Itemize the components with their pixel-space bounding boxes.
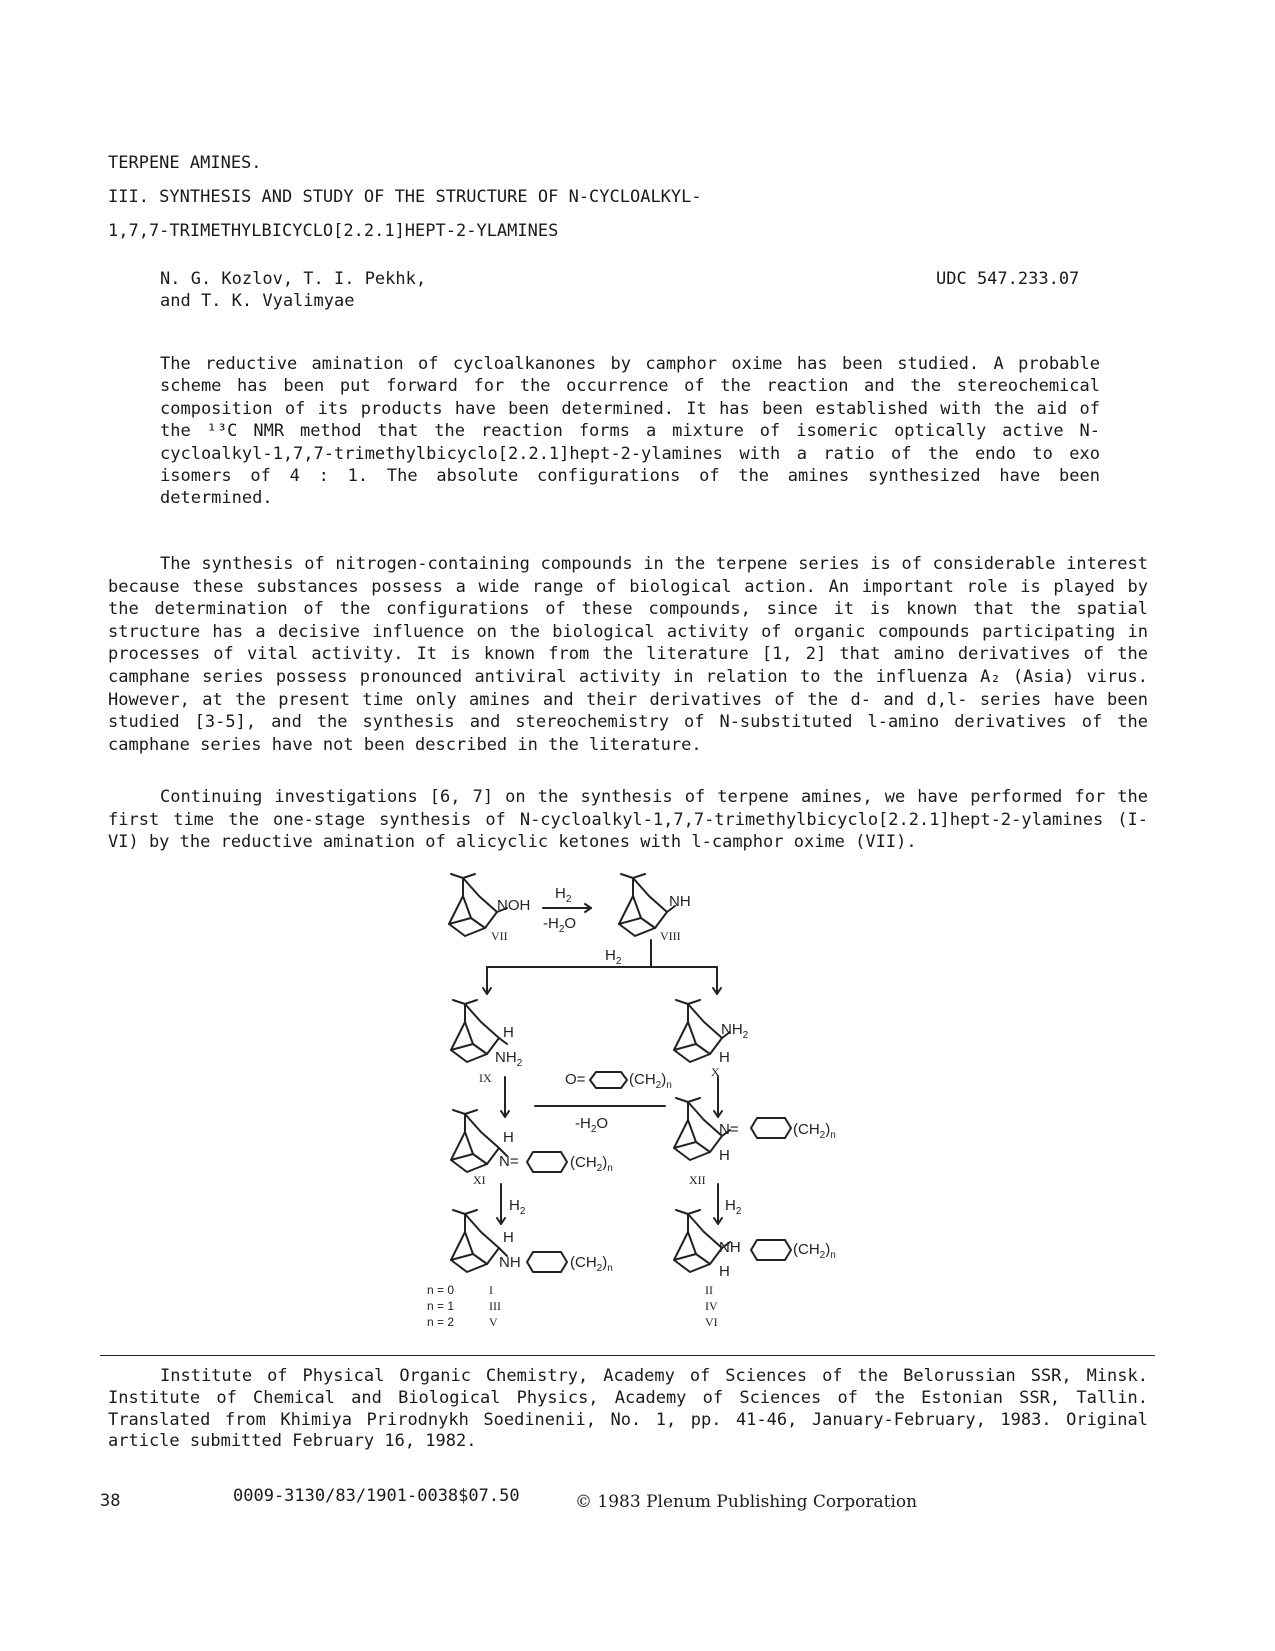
ch2n-ketone: $(CH_2)_n$ xyxy=(629,1071,672,1091)
label-iii: III xyxy=(489,1299,501,1313)
label-i: I xyxy=(489,1283,493,1297)
h-ix: H xyxy=(503,1024,514,1041)
ch2n-xi: $(CH_2)_n$ xyxy=(570,1154,613,1174)
h-xii: H xyxy=(719,1147,730,1164)
nh2-ix: $NH_2$ xyxy=(495,1049,523,1069)
n-eq-xi: N= xyxy=(499,1153,519,1170)
h-i: H xyxy=(503,1229,514,1246)
h-x: H xyxy=(719,1049,730,1066)
noh-label: NOH xyxy=(497,897,531,914)
title-line-1: TERPENE AMINES. xyxy=(108,153,262,173)
nh2-x: $NH_2$ xyxy=(721,1021,749,1041)
h2-left-bottom: $H_2$ xyxy=(509,1197,526,1217)
label-vi: VI xyxy=(705,1315,718,1329)
label-xi: XI xyxy=(473,1173,486,1187)
copyright: © 1983 Plenum Publishing Corporation xyxy=(575,1492,918,1512)
n0-label: n = 0 xyxy=(427,1283,455,1297)
ch2n-i: $(CH_2)_n$ xyxy=(570,1254,613,1274)
h2-top-label: $H_2$ xyxy=(555,885,572,905)
label-xii: XII xyxy=(689,1173,706,1187)
article-code: 0009-3130/83/1901-0038$07.50 xyxy=(233,1486,520,1506)
authors-line-1: N. G. Kozlov, T. I. Pekhk, xyxy=(160,269,427,289)
title-line-2: III. SYNTHESIS AND STUDY OF THE STRUCTURE OF N-CYCLOALKYL- xyxy=(108,187,702,207)
h2-right-bottom: $H_2$ xyxy=(725,1197,742,1217)
page-number: 38 xyxy=(100,1491,121,1511)
body-paragraph-1: The synthesis of nitrogen-containing compounds in the terpene series is of considerable interest because these substances possess a wide range of biological action. An important role is played by the determination of the configurations of these compounds, since it is known that the spatial structure has a decisive influence on the biological activity of organic compounds participating in processes of vital activity. It is known from the literature [1, 2] that amino derivatives of the camphane series possess pronounced antiviral activity in relation to the influenza A₂ (Asia) virus. However, at the present time only amines and their derivatives of the d- and d,l- series have been studied [3-5], and the synthesis and stereochemistry of N-substituted l-amino derivatives of the camphane series have not been described in the literature. xyxy=(108,554,1148,755)
label-ii: II xyxy=(705,1283,713,1297)
n2-label: n = 2 xyxy=(427,1315,455,1329)
minus-h2o-top: $-H_2O$ xyxy=(543,915,577,935)
nh-ii: NH xyxy=(719,1239,741,1256)
n1-label: n = 1 xyxy=(427,1299,455,1313)
label-iv: IV xyxy=(705,1299,718,1313)
authors-line-2: and T. K. Vyalimyae xyxy=(160,291,355,311)
footnote-rule xyxy=(100,1355,1155,1356)
label-v: V xyxy=(489,1315,498,1329)
n-eq-xii: N= xyxy=(719,1121,739,1138)
title-line-3: 1,7,7-TRIMETHYLBICYCLO[2.2.1]HEPT-2-YLAMINES xyxy=(108,221,559,241)
nh-label: NH xyxy=(669,893,691,910)
abstract: The reductive amination of cycloalkanones by camphor oxime has been studied. A probable scheme has been put forward for the occurrence of the reaction and the stereochemical composition of its products have been determined. It has been established with the aid of the ¹³C NMR method that the reaction forms a mixture of isomeric optically active N-cycloalkyl-1,7,7-trimethylbicyclo[2.2.1]hept-2-ylamines with a ratio of the endo to exo isomers of 4 : 1. The absolute configurations of the amines synthesized have been determined. xyxy=(160,354,1100,509)
h2-split-label: $H_2$ xyxy=(605,947,622,967)
label-x: X xyxy=(711,1065,720,1079)
udc-code: UDC 547.233.07 xyxy=(936,269,1080,289)
o-eq-label: O= xyxy=(565,1071,586,1088)
footnote: Institute of Physical Organic Chemistry, Academy of Sciences of the Belorussian SSR, Minsk. Institute of Chemical and Biological Physics, Academy of Sciences of the Estonian SSR, Tallin. Translated from Khimiya Prirodnykh Soedinenii, No. 1, pp. 41-46, January-February, 1983. Original article submitted February 16, 1982. xyxy=(108,1366,1148,1452)
nh-i: NH xyxy=(499,1254,521,1271)
reaction-scheme xyxy=(415,862,835,1337)
body-paragraph-2: Continuing investigations [6, 7] on the synthesis of terpene amines, we have performed for the first time the one-stage synthesis of N-cycloalkyl-1,7,7-trimethylbicyclo[2.2.1]hept-2-ylamines (I-VI) by the reductive amination of alicyclic ketones with l-camphor oxime (VII). xyxy=(108,787,1148,853)
minus-h2o-mid: $-H_2O$ xyxy=(575,1115,609,1135)
label-viii: VIII xyxy=(660,929,681,943)
h-xi: H xyxy=(503,1129,514,1146)
label-ix: IX xyxy=(479,1071,492,1085)
ch2n-xii: $(CH_2)_n$ xyxy=(793,1121,836,1141)
structure-viii xyxy=(619,874,675,936)
ch2n-ii: $(CH_2)_n$ xyxy=(793,1241,836,1261)
label-vii: VII xyxy=(491,929,508,943)
h-ii: H xyxy=(719,1263,730,1280)
